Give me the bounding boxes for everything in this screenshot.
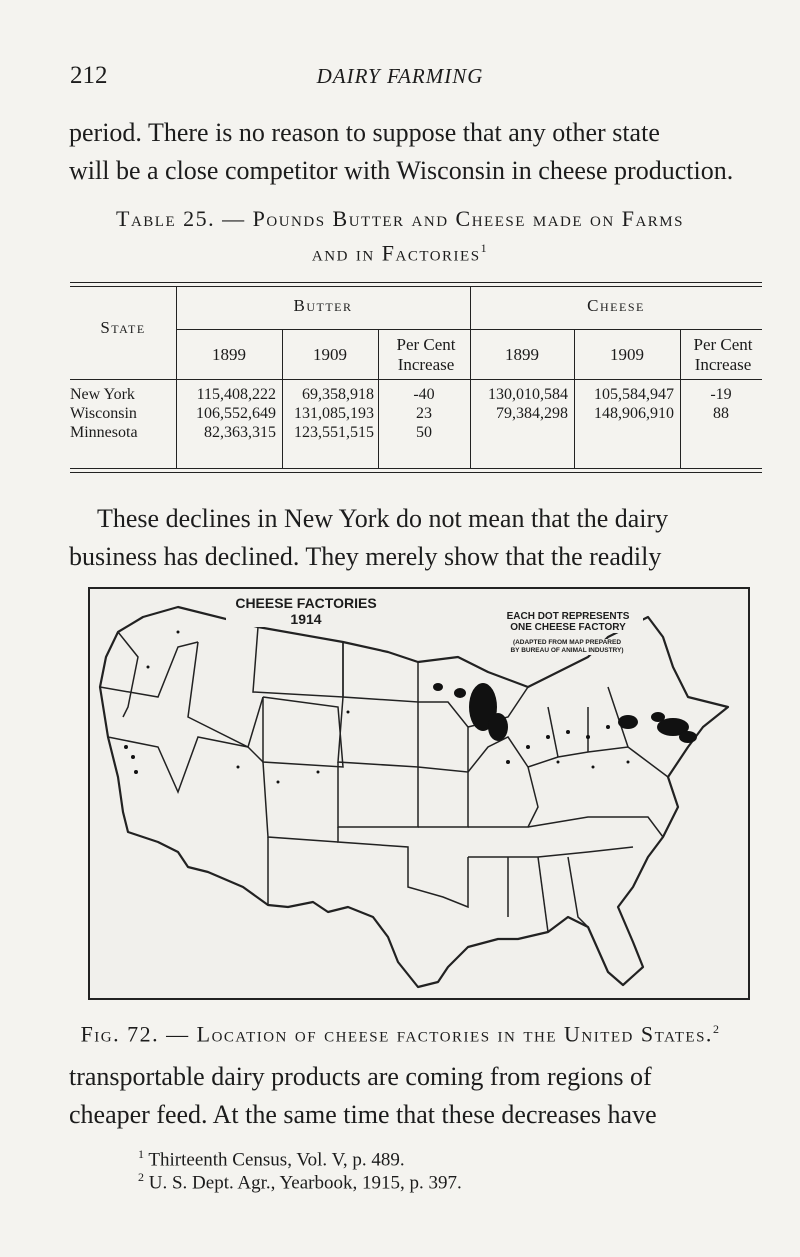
row-state: Wisconsin — [70, 405, 137, 422]
page-number: 212 — [70, 62, 108, 89]
footnote-text: U. S. Dept. Agr., Yearbook, 1915, p. 397. — [148, 1172, 462, 1194]
map-source-line-1: (ADAPTED FROM MAP PREPARED — [512, 639, 622, 646]
table-footnote-marker: 1 — [480, 241, 489, 255]
middle-line-2: business has declined. They merely show that the readily — [69, 542, 662, 571]
data-table — [70, 282, 762, 484]
table-rule-group — [176, 329, 762, 330]
butter-header: Butter — [293, 296, 353, 315]
table-rule-bottom-2 — [70, 472, 762, 473]
row-value: -40 — [413, 386, 435, 403]
row-value: 115,408,222 — [196, 386, 276, 403]
map-title-line-2: 1914 — [290, 611, 322, 627]
cheese-1909-header: 1909 — [610, 345, 644, 364]
butter-increase-header: Per Cent Increase — [396, 335, 456, 374]
map-drawing — [88, 587, 750, 1000]
footnote-2 — [138, 1165, 462, 1195]
closing-line-1: transportable dairy products are coming from regions of — [69, 1062, 652, 1091]
row-value: 131,085,193 — [294, 405, 374, 422]
map-source — [502, 639, 632, 655]
row-value: 106,552,649 — [196, 405, 276, 422]
closing-paragraph — [69, 1058, 762, 1134]
row-value: 88 — [713, 405, 729, 422]
footnote-marker: 1 — [138, 1147, 144, 1161]
figure-caption-text: Fig. 72. — Location of cheese factories in the United States. — [80, 1021, 713, 1047]
table-caption-line-1: Table 25. — Pounds Butter and Cheese made on Farms — [116, 206, 684, 231]
table-rule-bottom — [70, 468, 762, 469]
row-state: New York — [70, 386, 135, 403]
map-legend-line-2: ONE CHEESE FACTORY — [510, 622, 626, 633]
map-legend-line-1: EACH DOT REPRESENTS — [506, 611, 630, 622]
cheese-increase-header: Per Cent Increase — [693, 335, 753, 374]
cheese-header: Cheese — [587, 296, 645, 315]
map-source-line-2: BY BUREAU OF ANIMAL INDUSTRY) — [510, 647, 624, 654]
table-rule-header — [70, 379, 762, 380]
cheese-1899-header: 1899 — [505, 345, 539, 364]
row-value: 82,363,315 — [204, 424, 276, 441]
row-value: 148,906,910 — [594, 405, 674, 422]
intro-line-2: will be a close competitor with Wisconsin in cheese production. — [69, 156, 734, 185]
running-title: DAIRY FARMING — [316, 64, 484, 88]
figure-caption — [0, 1016, 800, 1047]
row-value: 79,384,298 — [496, 405, 568, 422]
cheese-factory-map — [88, 587, 750, 1000]
map-frame — [89, 588, 749, 999]
middle-line-1: These declines in New York do not mean that the dairy — [97, 504, 669, 533]
state-header: State — [100, 318, 146, 337]
middle-paragraph — [69, 500, 762, 576]
closing-line-2: cheaper feed. At the same time that these decreases have — [69, 1100, 657, 1129]
row-value: 123,551,515 — [294, 424, 374, 441]
table-rule-top — [70, 282, 762, 283]
map-title — [226, 595, 386, 627]
row-state: Minnesota — [70, 424, 138, 441]
intro-paragraph — [69, 114, 762, 190]
footnote-text: Thirteenth Census, Vol. V, p. 489. — [148, 1149, 405, 1171]
table-caption-line-2-text: and in Factories — [311, 240, 481, 266]
map-title-line-1: CHEESE FACTORIES — [235, 595, 377, 611]
butter-1899-header: 1899 — [212, 345, 246, 364]
table-caption-line-2 — [0, 235, 800, 266]
figure-footnote-marker: 2 — [712, 1022, 720, 1036]
row-value: 50 — [416, 424, 432, 441]
row-value: 69,358,918 — [302, 386, 374, 403]
table-rule-top-2 — [70, 286, 762, 287]
map-legend — [493, 611, 643, 633]
footnote-marker: 2 — [138, 1170, 144, 1184]
butter-1909-header: 1909 — [313, 345, 347, 364]
row-value: 130,010,584 — [488, 386, 568, 403]
intro-line-1: period. There is no reason to suppose that any other state — [69, 118, 660, 147]
row-value: -19 — [710, 386, 732, 403]
row-value: 105,584,947 — [594, 386, 674, 403]
row-value: 23 — [416, 405, 432, 422]
